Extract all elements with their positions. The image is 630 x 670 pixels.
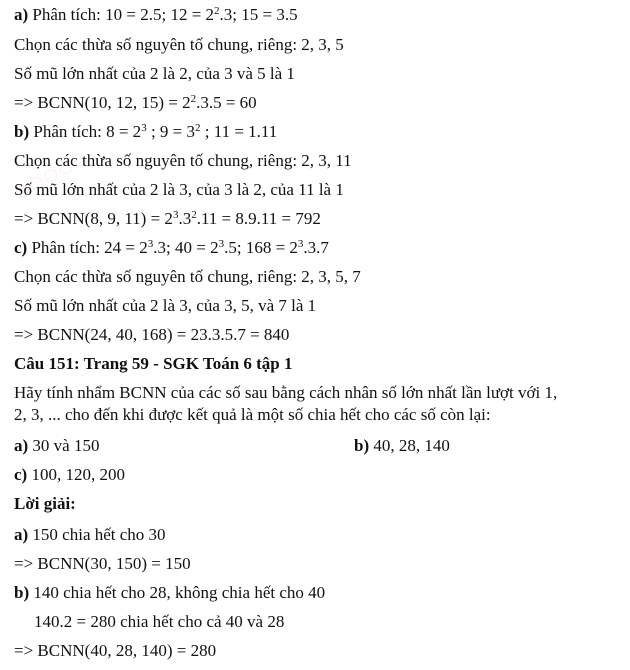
line-b-choose: Chọn các thừa số nguyên tố chung, riêng: 2, 3, 11 (14, 151, 352, 170)
question-text-line-1: Hãy tính nhẩm BCNN của các số sau bằng cách nhân số lớn nhất lần lượt với 1, (14, 383, 558, 402)
line-a-exponent: Số mũ lớn nhất của 2 là 2, của 3 và 5 là 1 (14, 64, 295, 83)
option-a: a) 30 và 150 (14, 436, 100, 455)
line-c-choose: Chọn các thừa số nguyên tố chung, riêng: 2, 3, 5, 7 (14, 267, 361, 286)
line-a-analysis: a) Phân tích: 10 = 2.5; $12 = 2^2.3$; 15 = 3.5 (14, 5, 298, 24)
line-b-exponent: Số mũ lớn nhất của 2 là 3, của 3 là 2, của 11 là 1 (14, 180, 344, 199)
question-text-line-2: 2, 3, ... cho đến khi được kết quả là một số chia hết cho các số còn lại: (14, 405, 491, 424)
line-a-choose: Chọn các thừa số nguyên tố chung, riêng: 2, 3, 5 (14, 35, 344, 54)
solution-heading: Lời giải: (14, 494, 76, 513)
line-c-analysis: c) Phân tích: $24 = 2^3.3$; $40 = 2^3.5$; $168 = 2^3.3.7$ (14, 238, 329, 257)
solution-a-result: => BCNN(30, 150) = 150 (14, 554, 191, 573)
watermark-logo: ◌◌◌◌◌ (7, 142, 95, 207)
line-a-result: => BCNN(10, 12, $15) = 2^2.3.5 = 60$ (14, 93, 257, 112)
line-b-analysis: b) Phân tích: $8 = 2^3$ ; $9 = 3^2$ ; 11 = 1.11 (14, 122, 278, 141)
line-c-result: => BCNN(24, 40, 168) = 23.3.5.7 = 840 (14, 325, 290, 344)
question-151-heading: Câu 151: Trang 59 - SGK Toán 6 tập 1 (14, 354, 293, 373)
option-c: c) 100, 120, 200 (14, 465, 125, 484)
solution-b: b) 140 chia hết cho 28, không chia hết cho 40 (14, 583, 326, 602)
solution-a: a) 150 chia hết cho 30 (14, 525, 166, 544)
line-b-result: => BCNN(8, 9, $11) = 2^3.3^2.11 = 8.9.11 = 792$ (14, 209, 321, 228)
line-c-exponent: Số mũ lớn nhất của 2 là 3, của 3, 5, và 7 là 1 (14, 296, 317, 315)
solution-b-step: 140.2 = 280 chia hết cho cả 40 và 28 (34, 612, 285, 631)
solution-b-result: => BCNN(40, 28, 140) = 280 (14, 641, 217, 660)
option-b: b) 40, 28, 140 (354, 436, 450, 455)
